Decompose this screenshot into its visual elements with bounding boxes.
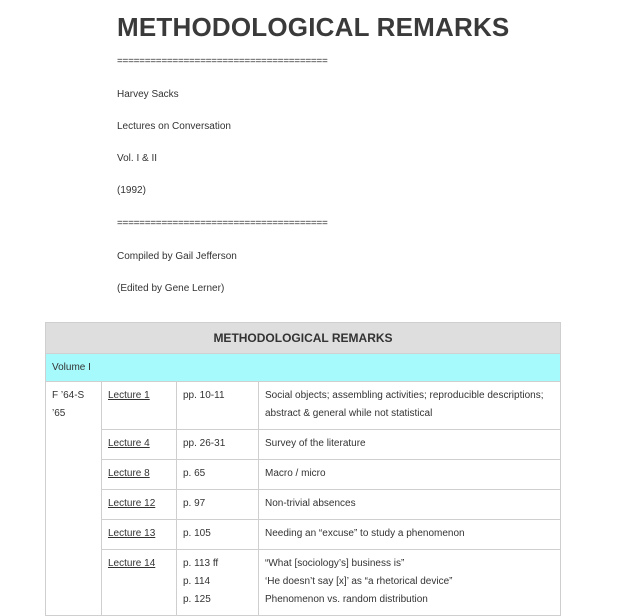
pages-cell xyxy=(177,490,259,520)
page-ref: p. 125 xyxy=(183,594,211,605)
lecture-cell xyxy=(102,550,177,616)
lecture-cell xyxy=(102,430,177,460)
work-title: Lectures on Conversation xyxy=(117,121,231,132)
lecture-cell xyxy=(102,460,177,490)
lecture-cell xyxy=(102,490,177,520)
pages-cell xyxy=(177,460,259,490)
table-row xyxy=(46,382,561,430)
edited-by: (Edited by Gene Lerner) xyxy=(117,283,225,294)
page-ref: p. 113 ff xyxy=(183,558,219,569)
topic-cell xyxy=(259,430,561,460)
page-ref: p. 65 xyxy=(183,468,206,479)
lecture-link[interactable]: Lecture 1 xyxy=(108,390,150,401)
topic-cell xyxy=(259,550,561,616)
topic-text: ‘He doesn’t say [x]’ as “a rhetorical device” xyxy=(265,576,453,587)
topic-text: Phenomenon vs. random distribution xyxy=(265,594,428,605)
table-title: METHODOLOGICAL REMARKS xyxy=(46,323,561,354)
remarks-table xyxy=(45,322,561,616)
topic-cell xyxy=(259,382,561,430)
pages-cell xyxy=(177,382,259,430)
volume-label: Volume I xyxy=(46,354,561,382)
topic-text: Survey of the literature xyxy=(265,438,366,449)
topic-text: Social objects; assembling activities; reproducible descriptions; abstract & general while not statistical xyxy=(265,390,544,419)
table-title-row xyxy=(46,323,561,354)
topic-text: Needing an “excuse” to study a phenomenon xyxy=(265,528,465,539)
lecture-link[interactable]: Lecture 13 xyxy=(108,528,156,539)
volume-row xyxy=(46,354,561,382)
pages-cell xyxy=(177,430,259,460)
table-row xyxy=(46,550,561,616)
page-ref: p. 114 xyxy=(183,576,211,587)
topic-text: “What [sociology’s] business is” xyxy=(265,558,405,569)
topic-cell xyxy=(259,520,561,550)
table-row xyxy=(46,460,561,490)
term-cell: F ’64-S ’65 xyxy=(46,382,102,616)
lecture-link[interactable]: Lecture 14 xyxy=(108,558,156,569)
lecture-link[interactable]: Lecture 12 xyxy=(108,498,156,509)
page-ref: pp. 10-11 xyxy=(183,390,225,401)
separator-top: ====================================== xyxy=(117,56,328,67)
page-ref: p. 97 xyxy=(183,498,206,509)
table-row xyxy=(46,520,561,550)
document-heading: METHODOLOGICAL REMARKS xyxy=(117,12,510,42)
pages-cell xyxy=(177,520,259,550)
year: (1992) xyxy=(117,185,146,196)
page-ref: pp. 26-31 xyxy=(183,438,226,449)
table-row xyxy=(46,490,561,520)
lecture-link[interactable]: Lecture 4 xyxy=(108,438,150,449)
volumes: Vol. I & II xyxy=(117,153,158,164)
table-row xyxy=(46,430,561,460)
topic-text: Non-trivial absences xyxy=(265,498,356,509)
topic-cell xyxy=(259,460,561,490)
lecture-cell xyxy=(102,520,177,550)
lecture-cell xyxy=(102,382,177,430)
topic-text: Macro / micro xyxy=(265,468,326,479)
separator-bottom: ====================================== xyxy=(117,218,328,229)
topic-cell xyxy=(259,490,561,520)
compiled-by: Compiled by Gail Jefferson xyxy=(117,251,237,262)
page-ref: p. 105 xyxy=(183,528,211,539)
lecture-link[interactable]: Lecture 8 xyxy=(108,468,150,479)
author: Harvey Sacks xyxy=(117,89,179,100)
pages-cell xyxy=(177,550,259,616)
